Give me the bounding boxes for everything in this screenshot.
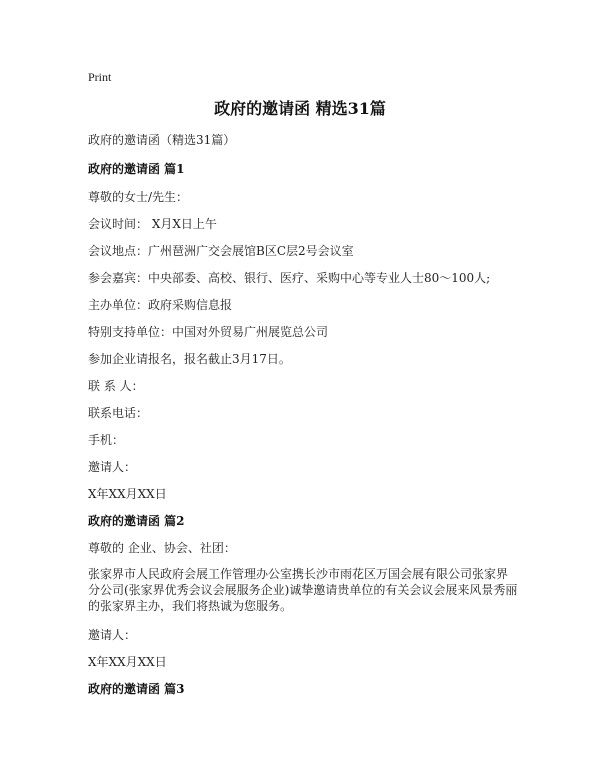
contact-phone: 联系电话： (88, 406, 149, 420)
mobile: 手机： (88, 433, 125, 447)
date-line: X年XX月XX日 (88, 487, 167, 501)
salutation: 尊敬的女士/先生： (88, 190, 189, 204)
salutation: 尊敬的 企业、协会、社团： (88, 541, 236, 555)
contact-person: 联 系 人： (88, 379, 144, 393)
special-supporter: 特别支持单位：中国对外贸易广州展览总公司 (88, 325, 329, 339)
guests: 参会嘉宾：中央部委、高校、银行、医疗、采购中心等专业人士80～100人; (88, 271, 491, 285)
date-line: X年XX月XX日 (88, 655, 167, 669)
section-heading: 政府的邀请函 篇1 (88, 162, 185, 176)
meeting-location: 会议地点：广州琶洲广交会展馆B区C层2号会议室 (88, 244, 354, 258)
print-label: Print (88, 70, 112, 84)
inviter: 邀请人： (88, 628, 137, 642)
section-heading: 政府的邀请函 篇3 (88, 682, 185, 696)
inviter: 邀请人： (88, 460, 137, 474)
document-subtitle: 政府的邀请函（精选31篇） (88, 133, 236, 147)
section-heading: 政府的邀请函 篇2 (88, 514, 185, 528)
invitation-body: 张家界市人民政府会展工作管理办公室携长沙市雨花区万国会展有限公司张家界分公司(张家界优秀会议会展服务企业)诚挚邀请贵单位的有关会议会展来风景秀丽的张家界主办，我们将热诚为您服务。 (88, 567, 518, 613)
document-title: 政府的邀请函 精选31篇 (214, 99, 386, 118)
meeting-time: 会议时间： X月X日上午 (88, 217, 217, 231)
registration-note: 参加企业请报名，报名截止3月17日。 (88, 352, 291, 366)
organizer: 主办单位：政府采购信息报 (88, 298, 233, 312)
